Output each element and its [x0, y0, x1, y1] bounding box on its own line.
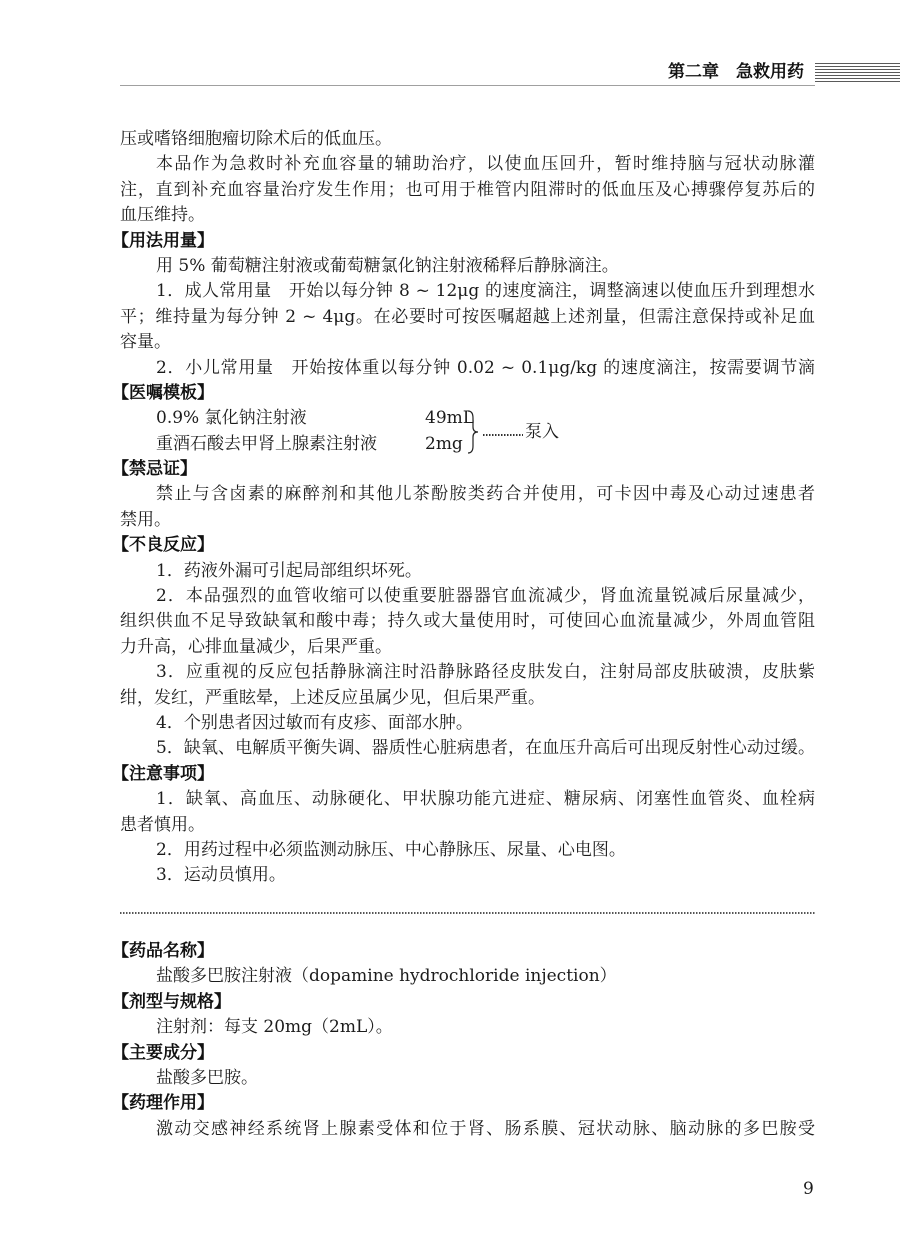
- indication-text-line: 本品作为急救时补充血容量的辅助治疗，以使血压回升，暂时维持脑与冠状动脉灌: [156, 154, 815, 175]
- contraindications-text-line: 禁用。: [120, 509, 171, 530]
- dosage-heading: 【用法用量】: [112, 230, 214, 251]
- dosage-text-line: 容量。: [120, 332, 171, 353]
- main-ingredient-heading: 【主要成分】: [112, 1042, 214, 1063]
- dosage-text-line: 用 5% 葡萄糖注射液或葡萄糖氯化钠注射液稀释后静脉滴注。: [156, 255, 619, 276]
- adverse-reactions-text-line: 力升高，心排血量减少，后果严重。: [120, 636, 392, 657]
- adverse-reactions-text-line: 组织供血不足导致缺氧和酸中毒；持久或大量使用时，可使回心血流量减少，外周血管阻: [120, 611, 815, 632]
- indication-text-line: 血压维持。: [120, 205, 205, 226]
- adverse-reactions-text-line: 1．药液外漏可引起局部组织坏死。: [156, 560, 422, 581]
- adverse-reactions-text-line: 3．应重视的反应包括静脉滴注时沿静脉路径皮肤发白，注射局部皮肤破溃，皮肤紫: [156, 662, 815, 683]
- precautions-text-line: 1．缺氧、高血压、动脉硬化、甲状腺功能亢进症、糖尿病、闭塞性血管炎、血栓病: [156, 789, 815, 810]
- formulation-heading: 【剂型与规格】: [112, 991, 231, 1012]
- indication-text-line: 压或嗜铬细胞瘤切除术后的低血压。: [120, 129, 392, 149]
- dosage-text-line: 平；维持量为每分钟 2 ~ 4μg。在必要时可按医嘱超越上述剂量，但需注意保持或补足血: [120, 306, 815, 327]
- contraindications-text-line: 禁止与含卤素的麻醉剂和其他儿茶酚胺类药合并使用，可卡因中毒及心动过速患者: [156, 484, 815, 505]
- curly-brace-icon: [467, 410, 479, 454]
- page-number: 9: [803, 1179, 814, 1199]
- order-item-amount: 49mL: [425, 408, 475, 429]
- dotted-leader: [483, 434, 523, 436]
- drug-name-heading: 【药品名称】: [112, 941, 214, 961]
- precautions-text-line: 3．运动员慎用。: [156, 865, 286, 886]
- order-item-name: 0.9% 氯化钠注射液: [156, 408, 307, 429]
- header-stripes-ornament: [815, 63, 900, 83]
- adverse-reactions-text-line: 2．本品强烈的血管收缩可以使重要脏器器官血流减少，肾血流量锐减后尿量减少，: [156, 586, 815, 607]
- dosage-text-line: 2．小儿常用量 开始按体重以每分钟 0.02 ~ 0.1μg/kg 的速度滴注，按需要调节滴: [156, 357, 815, 378]
- order-template-heading: 【医嘱模板】: [112, 382, 214, 403]
- pharmacology-text-line: 激动交感神经系统肾上腺素受体和位于肾、肠系膜、冠状动脉、脑动脉的多巴胺受: [156, 1118, 815, 1139]
- precautions-heading: 【注意事项】: [112, 763, 214, 784]
- precautions-text-line: 患者慎用。: [120, 814, 205, 835]
- chapter-title: 第二章 急救用药: [668, 62, 804, 82]
- pharmacology-heading: 【药理作用】: [112, 1093, 214, 1114]
- main-ingredient-text-line: 盐酸多巴胺。: [156, 1067, 258, 1088]
- adverse-reactions-text-line: 绀，发红，严重眩晕，上述反应虽属少见，但后果严重。: [120, 687, 545, 708]
- adverse-reactions-text-line: 4．个别患者因过敏而有皮疹、面部水肿。: [156, 713, 473, 733]
- administration-route: 泵入: [525, 422, 559, 443]
- contraindications-heading: 【禁忌证】: [112, 459, 197, 480]
- formulation-text-line: 注射剂：每支 20mg（2mL）。: [156, 1017, 393, 1038]
- adverse-reactions-heading: 【不良反应】: [112, 535, 214, 556]
- precautions-text-line: 2．用药过程中必须监测动脉压、中心静脉压、尿量、心电图。: [156, 839, 626, 860]
- order-item-amount: 2mg: [425, 433, 463, 454]
- indication-text-line: 注，直到补充血容量治疗发生作用；也可用于椎管内阻滞时的低血压及心搏骤停复苏后的: [120, 179, 815, 200]
- order-item-name: 重酒石酸去甲肾上腺素注射液: [156, 433, 377, 454]
- dopamine-entry: [112, 939, 815, 1142]
- adverse-reactions-text-line: 5．缺氧、电解质平衡失调、器质性心脏病患者，在血压升高后可出现反射性心动过缓。: [156, 738, 815, 759]
- drug-name-text-line: 盐酸多巴胺注射液（dopamine hydrochloride injection）: [156, 966, 617, 987]
- entry-separator: [120, 912, 815, 914]
- noradrenaline-entry-continued: [112, 127, 815, 889]
- dosage-text-line: 1．成人常用量 开始以每分钟 8 ~ 12μg 的速度滴注，调整滴速以使血压升到理想水: [156, 281, 815, 302]
- header-rule: [120, 85, 815, 86]
- order-template: [120, 406, 815, 457]
